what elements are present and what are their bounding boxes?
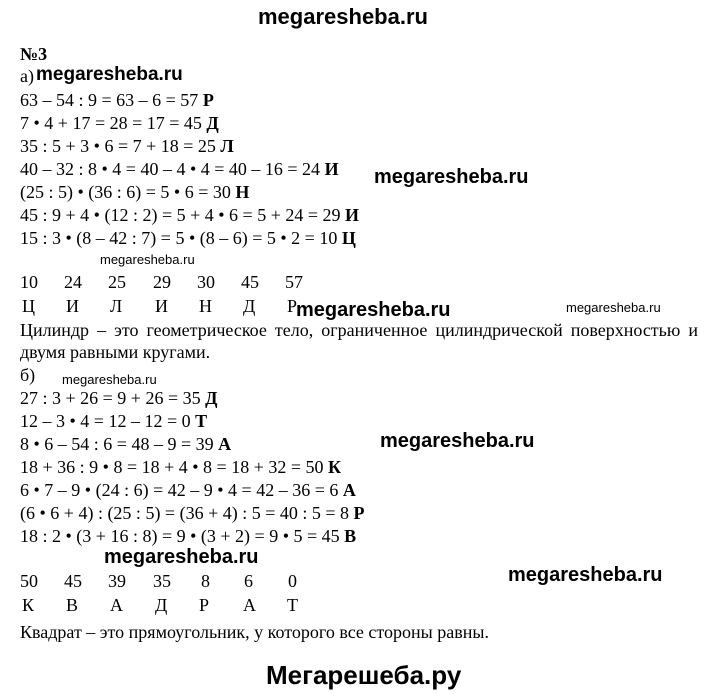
answer-numbers-row: [20, 272, 340, 294]
answer-number: 50: [20, 571, 38, 591]
task-number: №3: [20, 44, 48, 64]
answer-letter: В: [66, 595, 79, 615]
answer-letters-row: [20, 595, 340, 617]
definition-text: Квадрат – это прямоугольник, у которого все стороны равны.: [20, 622, 489, 642]
answer-letter: И: [155, 296, 168, 316]
watermark-bold: megaresheba.ru: [104, 546, 259, 568]
expression-line: 35 : 5 + 3 • 6 = 7 + 18 = 25 Л: [20, 136, 234, 156]
answer-letter: А: [110, 595, 123, 615]
expression-line: (6 • 6 + 4) : (25 : 5) = (36 + 4) : 5 = 40 : 5 = 8 Р: [20, 503, 365, 523]
expression-line: 8 • 6 – 54 : 6 = 48 – 9 = 39 А: [20, 434, 232, 454]
answer-letters-row: [20, 296, 340, 318]
answer-letter: Н: [199, 296, 212, 316]
expression-line: 18 : 2 • (3 + 16 : 8) = 9 • (3 + 2) = 9 • 5 = 45 В: [20, 526, 357, 546]
answer-number: 0: [288, 571, 297, 591]
watermark-small: megaresheba.ru: [100, 252, 195, 267]
expression-line: 40 – 32 : 8 • 4 = 40 – 4 • 4 = 40 – 16 = 24 И: [20, 159, 339, 179]
watermark-small: megaresheba.ru: [566, 300, 661, 315]
answer-number: 45: [64, 571, 82, 591]
site-footer: Мегарешеба.ру: [266, 660, 462, 690]
answer-number: 57: [285, 272, 303, 292]
watermark-bold: megaresheba.ru: [380, 430, 535, 452]
answer-letter: Ц: [22, 296, 35, 316]
answer-letter: Д: [155, 595, 168, 615]
answer-letter: Р: [199, 595, 210, 615]
expression-line: 15 : 3 • (8 – 42 : 7) = 5 • (8 – 6) = 5 • 2 = 10 Ц: [20, 228, 356, 248]
part-b-label: б): [20, 365, 36, 385]
answer-numbers-row: [20, 571, 340, 593]
answer-letter: К: [22, 595, 35, 615]
answer-number: 45: [241, 272, 259, 292]
expression-line: 7 • 4 + 17 = 28 = 17 = 45 Д: [20, 113, 219, 133]
watermark-small: megaresheba.ru: [62, 372, 157, 387]
answer-number: 6: [244, 571, 253, 591]
answer-letter: И: [66, 296, 79, 316]
expression-line: 6 • 7 – 9 • (24 : 6) = 42 – 9 • 4 = 42 – 36 = 6 А: [20, 480, 356, 500]
expression-line: 45 : 9 + 4 • (12 : 2) = 5 + 4 • 6 = 5 + 24 = 29 И: [20, 205, 360, 225]
expression-line: 27 : 3 + 26 = 9 + 26 = 35 Д: [20, 388, 218, 408]
site-header: megaresheba.ru: [258, 4, 428, 29]
answer-number: 8: [201, 571, 210, 591]
expression-line: (25 : 5) • (36 : 6) = 5 • 6 = 30 Н: [20, 182, 250, 202]
watermark-bold: megaresheba.ru: [374, 166, 529, 188]
watermark-bold: megaresheba.ru: [296, 299, 451, 321]
answer-number: 30: [197, 272, 215, 292]
answer-letter: Р: [287, 296, 298, 316]
answer-number: 29: [153, 272, 171, 292]
answer-letter: Т: [287, 595, 298, 615]
watermark-bold: megaresheba.ru: [508, 564, 663, 586]
answer-letter: А: [243, 595, 256, 615]
watermark-bold: megaresheba.ru: [36, 64, 183, 85]
answer-number: 24: [64, 272, 82, 292]
answer-number: 10: [20, 272, 38, 292]
answer-number: 39: [108, 571, 126, 591]
answer-letter: Л: [110, 296, 123, 316]
expression-line: 18 + 36 : 9 • 8 = 18 + 4 • 8 = 18 + 32 = 50 К: [20, 457, 342, 477]
part-a-label: а): [20, 66, 34, 86]
answer-number: 25: [108, 272, 126, 292]
definition-text: Цилиндр – это геометрическое тело, ограниченное цилиндрической поверхностью и двумя равными кругами.: [20, 320, 698, 362]
answer-letter: Д: [243, 296, 256, 316]
expression-line: 63 – 54 : 9 = 63 – 6 = 57 Р: [20, 90, 214, 110]
answer-number: 35: [153, 571, 171, 591]
expression-line: 12 – 3 • 4 = 12 – 12 = 0 Т: [20, 411, 208, 431]
